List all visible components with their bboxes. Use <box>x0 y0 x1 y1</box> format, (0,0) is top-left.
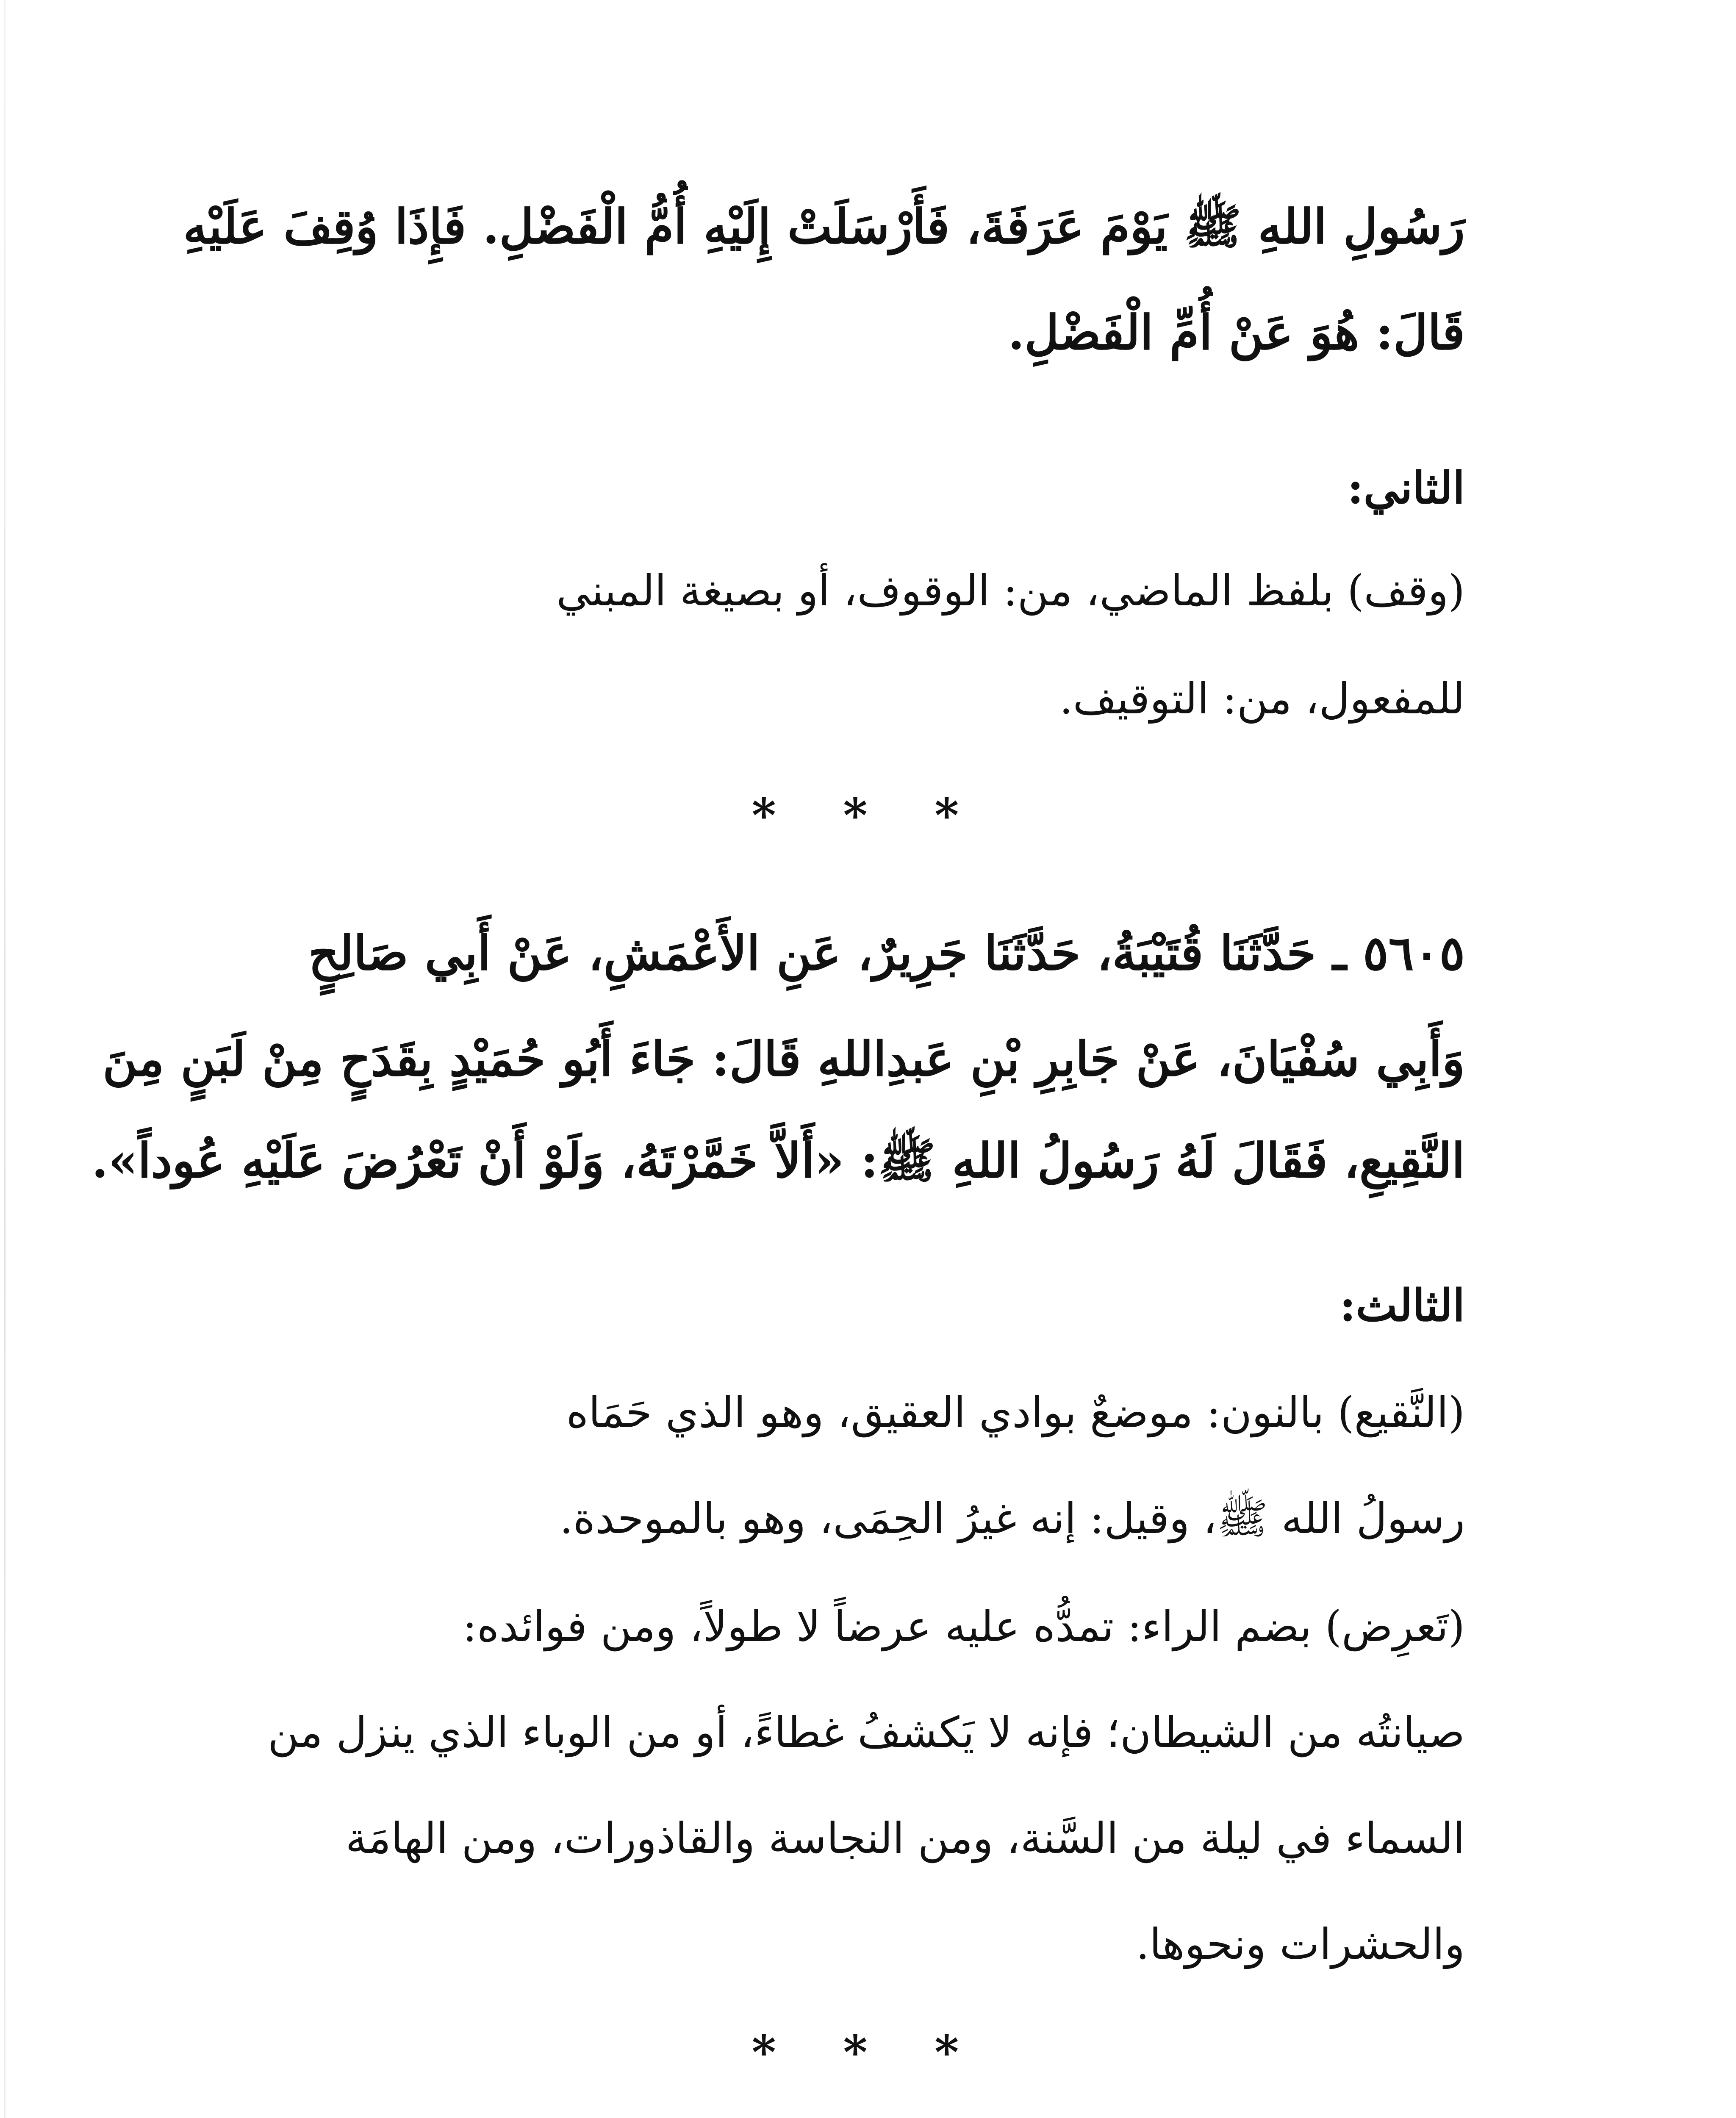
hadith-5605-line-2: وَأَبِي سُفْيَانَ، عَنْ جَابِرِ بْنِ عَبدِاللهِ قَالَ: جَاءَ أَبُو حُمَيْدٍ بِقَدَحٍ مِنْ لَبَنٍ مِنَ <box>103 1031 1465 1087</box>
section-heading-third: الثالث: <box>1339 1279 1465 1331</box>
section-divider-stars: * * * <box>752 788 984 843</box>
hadith-continuation-line-1: رَسُولِ اللهِ ﷺ يَوْمَ عَرَفَةَ، فَأَرْسَلَتْ إِلَيْهِ أُمُّ الْفَضْلِ. فَإِذَا وُقِفَ عَلَيْهِ <box>183 199 1465 255</box>
commentary-line: والحشرات ونحوها. <box>1136 1919 1465 1969</box>
commentary-line: (وقف) بلفظ الماضي، من: الوقوف، أو بصيغة المبني <box>556 566 1465 615</box>
hadith-continuation-line-2: قَالَ: هُوَ عَنْ أُمِّ الْفَضْلِ. <box>1008 305 1465 360</box>
commentary-line: (تَعرِض) بضم الراء: تمدُّه عليه عرضاً لا طولاً، ومن فوائده: <box>463 1602 1465 1651</box>
section-divider-stars: * * * <box>752 2025 984 2079</box>
hadith-5605-line-3: النَّقِيعِ، فَقَالَ لَهُ رَسُولُ اللهِ ﷺ: «أَلاَّ خَمَّرْتَهُ، وَلَوْ أَنْ تَعْرُضَ عَلَيْهِ عُوداً». <box>92 1133 1465 1189</box>
commentary-line: صيانتُه من الشيطان؛ فإنه لا يَكشفُ غطاءً، أو من الوباء الذي ينزل من <box>268 1708 1465 1757</box>
hadith-5605-line-1: ٥٦٠٥ ـ حَدَّثَنَا قُتَيْبَةُ، حَدَّثَنَا جَرِيرٌ، عَنِ الأَعْمَشِ، عَنْ أَبِي صَالِحٍ <box>308 926 1465 981</box>
section-heading-second: الثاني: <box>1347 462 1465 514</box>
commentary-line: رسولُ الله ﷺ، وقيل: إنه غيرُ الحِمَى، وهو بالموحدة. <box>560 1494 1465 1543</box>
page-fold-shadow <box>4 0 6 2118</box>
commentary-line: السماء في ليلة من السَّنة، ومن النجاسة والقاذورات، ومن الهامَة <box>345 1813 1465 1863</box>
commentary-line: (النَّقيع) بالنون: موضعٌ بوادي العقيق، وهو الذي حَمَاه <box>566 1388 1465 1437</box>
commentary-line: للمفعول، من: التوقيف. <box>1059 674 1465 724</box>
